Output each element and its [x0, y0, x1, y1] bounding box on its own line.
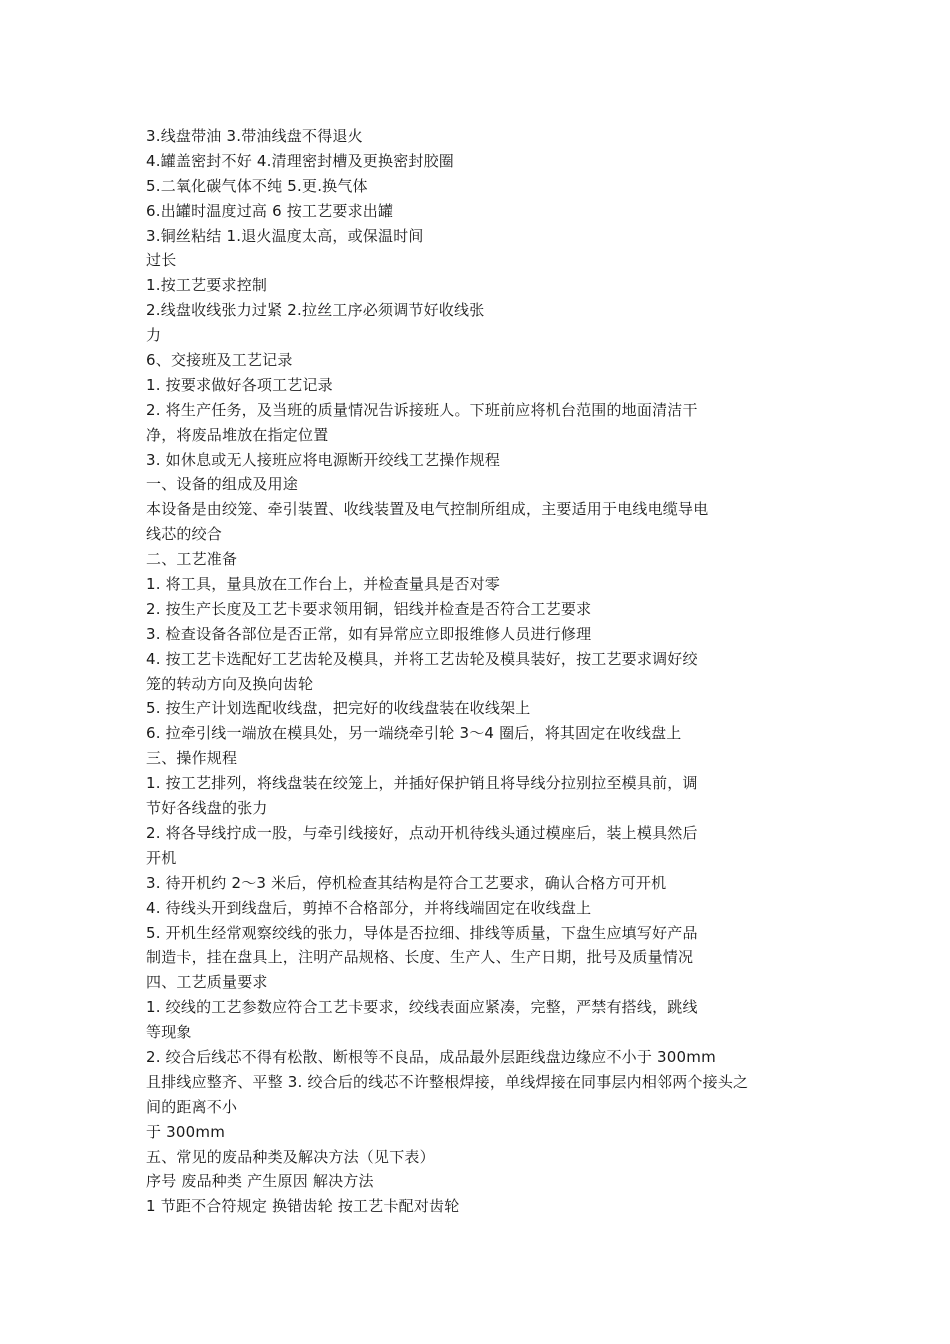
text-line: 四、工艺质量要求 — [146, 973, 268, 992]
text-line: 3. 如休息或无人接班应将电源断开绞线工艺操作规程 — [146, 450, 501, 469]
text-line: 笼的转动方向及换向齿轮 — [146, 674, 314, 693]
text-line: 6. 拉牵引线一端放在模具处，另一端绕牵引轮 3～4 圈后，将其固定在收线盘上 — [146, 724, 682, 743]
text-line: 4. 按工艺卡选配好工艺齿轮及模具，并将工艺齿轮及模具装好，按工艺要求调好绞 — [146, 649, 698, 668]
text-line: 6.出罐时温度过高 6 按工艺要求出罐 — [146, 201, 394, 220]
text-line: 制造卡，挂在盘具上，注明产品规格、长度、生产人、生产日期，批号及质量情况 — [146, 948, 694, 967]
text-line: 1.按工艺要求控制 — [146, 276, 268, 295]
text-line: 开机 — [146, 848, 177, 867]
text-line: 一、设备的组成及用途 — [146, 475, 299, 494]
text-line: 节好各线盘的张力 — [146, 799, 268, 818]
text-line: 3.线盘带油 3.带油线盘不得退火 — [146, 127, 363, 145]
text-line: 过长 — [146, 251, 177, 270]
text-line: 线芯的绞合 — [146, 525, 223, 544]
text-line: 3. 检查设备各部位是否正常，如有异常应立即报维修人员进行修理 — [146, 624, 592, 643]
text-line: 2. 将生产任务，及当班的质量情况告诉接班人。下班前应将机台范围的地面清洁干 — [146, 400, 698, 419]
text-line: 力 — [146, 326, 162, 345]
text-line: 5.二氧化碳气体不纯 5.更.换气体 — [146, 176, 368, 195]
text-line: 2.线盘收线张力过紧 2.拉丝工序必须调节好收线张 — [146, 301, 485, 320]
text-line: 间的距离不小 — [146, 1097, 238, 1116]
text-line: 序号 废品种类 产生原因 解决方法 — [146, 1172, 374, 1191]
text-line: 4.罐盖密封不好 4.清理密封槽及更换密封胶圈 — [146, 151, 454, 170]
text-line: 1 节距不合符规定 换错齿轮 按工艺卡配对齿轮 — [146, 1197, 460, 1216]
text-line: 五、常见的废品种类及解决方法（见下表） — [146, 1147, 435, 1166]
text-line: 于 300mm — [146, 1122, 226, 1141]
text-line: 2. 按生产长度及工艺卡要求领用铜，铝线并检查是否符合工艺要求 — [146, 599, 592, 618]
text-line: 本设备是由绞笼、牵引装置、收线装置及电气控制所组成，主要适用于电线电缆导电 — [146, 500, 709, 519]
text-line: 2. 绞合后线芯不得有松散、断根等不良品，成品最外层距线盘边缘应不小于 300mm — [146, 1047, 716, 1066]
text-line: 6、交接班及工艺记录 — [146, 351, 293, 370]
text-line: 1. 绞线的工艺参数应符合工艺卡要求，绞线表面应紧凑，完整，严禁有搭线，跳线 — [146, 998, 698, 1017]
document-body — [146, 124, 826, 1219]
text-line: 等现象 — [146, 1023, 192, 1042]
text-line: 5. 开机生经常观察绞线的张力，导体是否拉细、排线等质量，下盘生应填写好产品 — [146, 923, 698, 942]
text-line: 1. 按工艺排列，将线盘装在绞笼上，并插好保护销且将导线分拉别拉至模具前，调 — [146, 774, 698, 793]
text-line: 3.铜丝粘结 1.退火温度太高，或保温时间 — [146, 226, 424, 245]
text-line: 1. 将工具，量具放在工作台上，并检查量具是否对零 — [146, 575, 501, 594]
text-line: 5. 按生产计划选配收线盘，把完好的收线盘装在收线架上 — [146, 699, 531, 718]
text-line: 净，将废品堆放在指定位置 — [146, 425, 329, 444]
text-line: 2. 将各导线拧成一股，与牵引线接好，点动开机待线头通过模座后，装上模具然后 — [146, 823, 698, 842]
text-line: 4. 待线头开到线盘后，剪掉不合格部分，并将线端固定在收线盘上 — [146, 898, 592, 917]
text-line: 且排线应整齐、平整 3. 绞合后的线芯不许整根焊接，单线焊接在同事层内相邻两个接头之 — [146, 1072, 749, 1091]
text-line: 3. 待开机约 2～3 米后，停机检查其结构是符合工艺要求，确认合格方可开机 — [146, 873, 667, 892]
text-line: 1. 按要求做好各项工艺记录 — [146, 375, 333, 394]
text-line: 三、操作规程 — [146, 749, 238, 768]
text-line: 二、工艺准备 — [146, 550, 238, 569]
